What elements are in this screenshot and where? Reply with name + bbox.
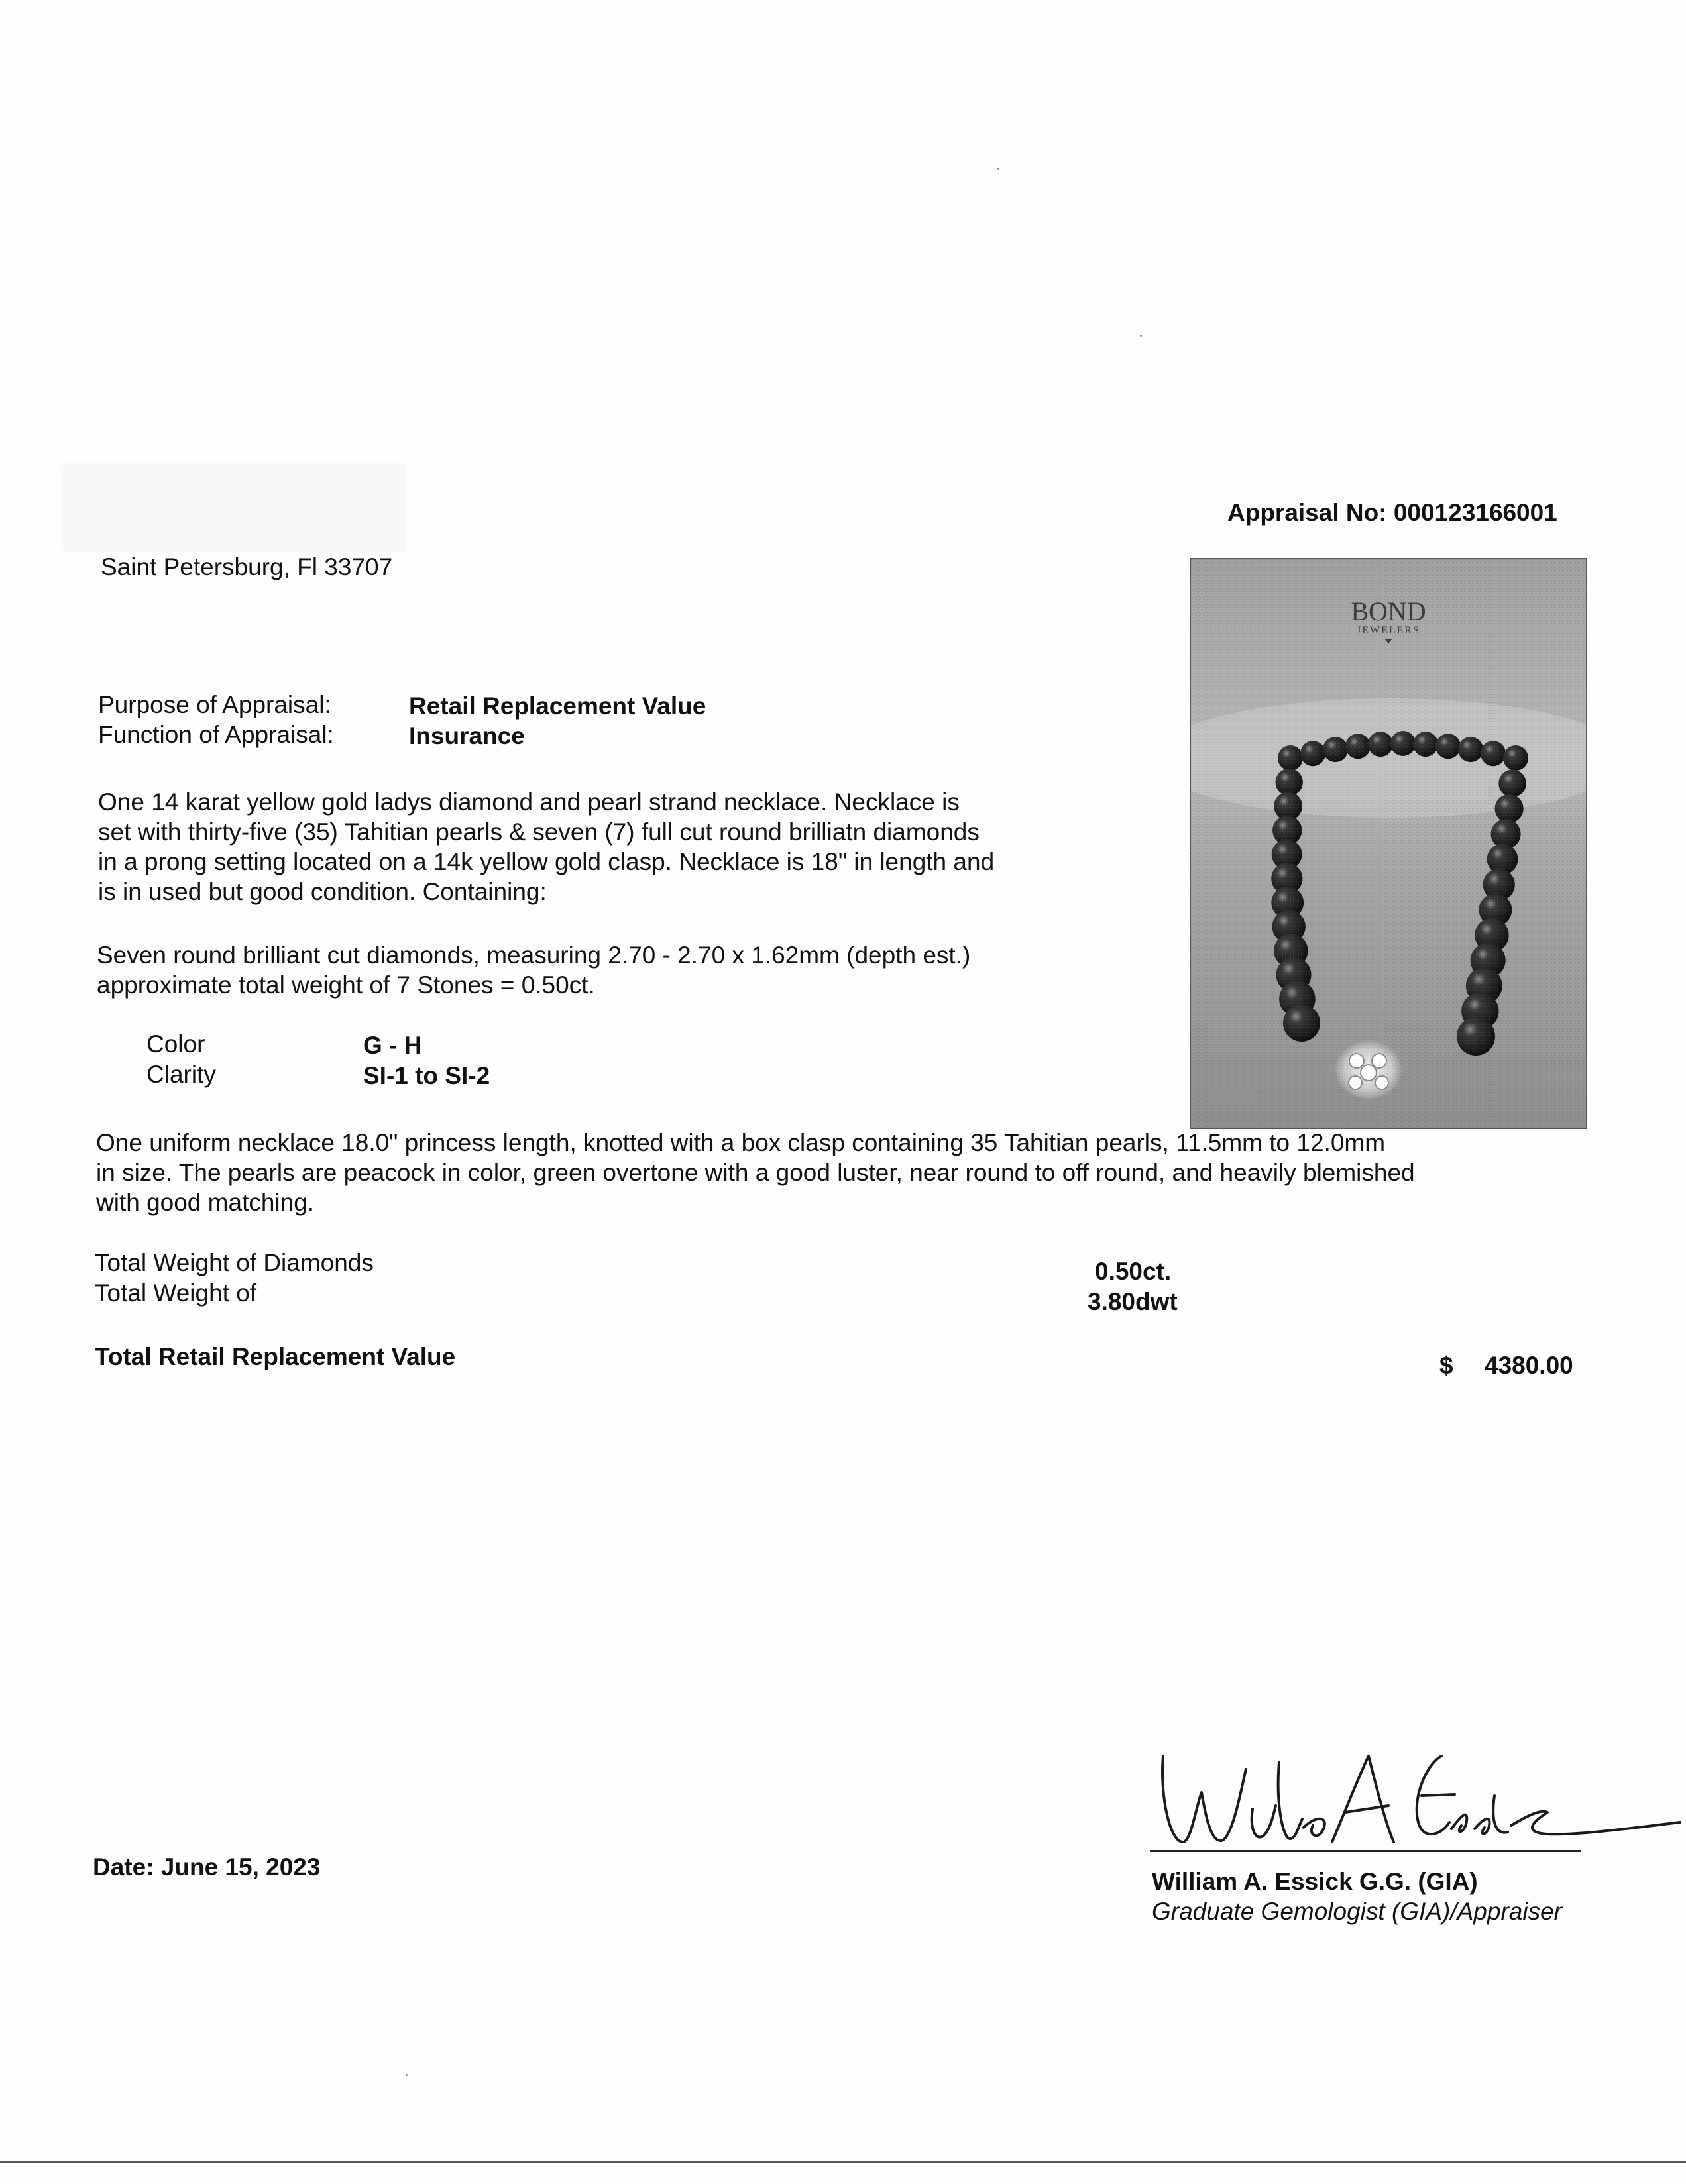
purpose-value: Retail Replacement Value xyxy=(409,692,706,720)
appraiser-signature xyxy=(1150,1743,1686,1862)
description-line: set with thirty-five (35) Tahitian pearls & seven (7) full cut round brilliatn diamonds xyxy=(98,818,980,846)
color-label: Color xyxy=(146,1030,205,1058)
necklace-description xyxy=(98,787,994,906)
scan-speck xyxy=(406,2074,408,2076)
total-retail-value: 4380.00 xyxy=(1485,1352,1573,1379)
pearl-description xyxy=(96,1128,1415,1217)
color-value: G - H xyxy=(363,1032,422,1059)
total-retail-currency: $ xyxy=(1439,1352,1453,1379)
purpose-label: Purpose of Appraisal: xyxy=(98,691,331,718)
appraisal-number xyxy=(1227,498,1557,527)
diamond-line: Seven round brilliant cut diamonds, measuring 2.70 - 2.70 x 1.62mm (depth est.) xyxy=(97,942,971,969)
necklace-photo xyxy=(1190,558,1587,1129)
scan-speck xyxy=(1140,335,1142,337)
pearl-line: One uniform necklace 18.0" princess length, knotted with a box clasp containing 35 Tahitian pearls, 11.5mm to 12.0mm xyxy=(96,1129,1386,1156)
description-line: One 14 karat yellow gold ladys diamond and pearl strand necklace. Necklace is xyxy=(98,789,960,816)
page-bottom-rule xyxy=(0,2161,1686,2163)
appraisal-date: Date: June 15, 2023 xyxy=(93,1853,321,1881)
description-line: in a prong setting located on a 14k yellow gold clasp. Necklace is 18" in length and xyxy=(98,848,995,875)
total-diamonds-label: Total Weight of Diamonds xyxy=(95,1249,374,1276)
diamond-description xyxy=(97,940,970,1000)
appraisal-number-value: 000123166001 xyxy=(1393,499,1557,526)
pearl-line: in size. The pearls are peacock in color, green overtone with a good luster, near round to off round, and heavily blemished xyxy=(96,1159,1415,1186)
appraiser-title: Graduate Gemologist (GIA)/Appraiser xyxy=(1152,1898,1562,1925)
diamond-line: approximate total weight of 7 Stones = 0.50ct. xyxy=(97,971,595,999)
appraisal-number-label: Appraisal No: xyxy=(1227,499,1387,526)
scan-speck xyxy=(997,168,999,170)
function-label: Function of Appraisal: xyxy=(98,721,334,748)
recipient-city-line: Saint Petersburg, Fl 33707 xyxy=(101,553,393,580)
function-value: Insurance xyxy=(409,722,525,749)
appraiser-name: William A. Essick G.G. (GIA) xyxy=(1152,1868,1478,1895)
description-line: is in used but good condition. Containing: xyxy=(98,878,547,905)
signature-line xyxy=(1150,1850,1581,1852)
total-weight-value: 3.80dwt xyxy=(1088,1288,1178,1315)
clarity-label: Clarity xyxy=(146,1061,216,1088)
total-retail-label: Total Retail Replacement Value xyxy=(95,1343,456,1370)
total-weight-label: Total Weight of xyxy=(95,1280,257,1307)
redacted-recipient-block xyxy=(64,464,405,551)
total-diamonds-value: 0.50ct. xyxy=(1095,1258,1172,1285)
clarity-value: SI-1 to SI-2 xyxy=(363,1062,490,1089)
pearl-line: with good matching. xyxy=(96,1189,315,1216)
